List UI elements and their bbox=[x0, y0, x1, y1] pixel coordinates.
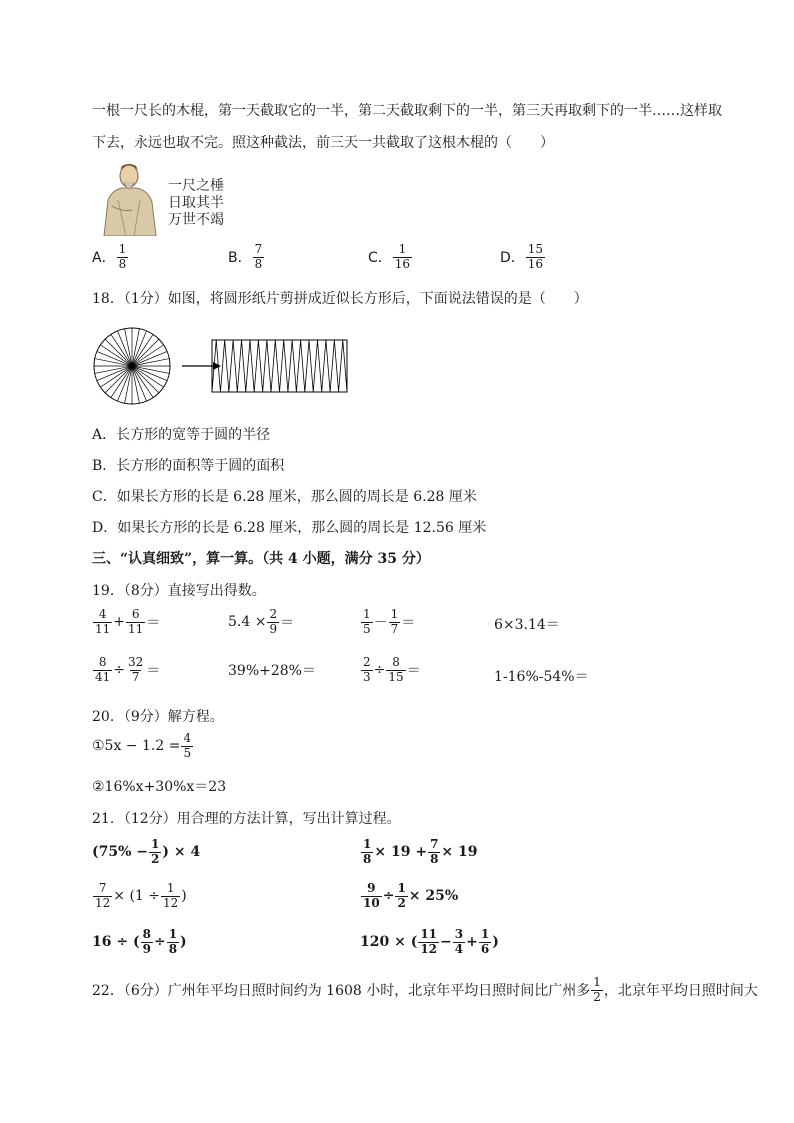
q19-item-4: 6×3.14＝ bbox=[494, 617, 560, 633]
q18-option-b[interactable]: B．长方形的面积等于圆的面积 bbox=[92, 458, 285, 474]
q17-option-c[interactable]: C． $\frac{1}{16}$ bbox=[368, 242, 411, 271]
zigzag-rectangle bbox=[212, 340, 347, 392]
sector-line bbox=[132, 339, 159, 366]
sector-line bbox=[105, 366, 132, 393]
sage-illustration-icon bbox=[96, 160, 162, 236]
fraction: $\frac{1}{16}$ bbox=[394, 242, 411, 271]
q21-stem: 21．（12分）用合理的方法计算，写出计算过程。 bbox=[92, 811, 401, 827]
q19-stem: 19．（8分）直接写出得数。 bbox=[92, 583, 266, 599]
q18-option-c[interactable]: C．如果长方形的长是 6.28 厘米，那么圆的周长是 6.28 厘米 bbox=[92, 489, 477, 505]
q21-expr-2: $\frac{1}{8}$ × 19 + $\frac{7}{8}$ × 19 bbox=[363, 837, 478, 866]
zigzag-lines bbox=[212, 340, 347, 392]
q19-item-2: 5.4 × $\frac{2}{9}$ ＝ bbox=[228, 607, 295, 636]
fraction: $\frac{7}{8}$ bbox=[254, 242, 263, 271]
q18-option-a[interactable]: A．长方形的宽等于圆的半径 bbox=[92, 427, 271, 443]
fraction: $\frac{15}{16}$ bbox=[527, 242, 544, 271]
q17-line2: 下去，永远也取不完。照这种截法，前三天一共截取了这根木棍的（ ） bbox=[92, 135, 554, 151]
q19-item-3: $\frac{1}{5}$ － $\frac{1}{7}$ ＝ bbox=[363, 607, 416, 636]
q17-option-a[interactable]: A． $\frac{1}{8}$ bbox=[92, 242, 127, 271]
q19-item-1: $\frac{4}{11}$ + $\frac{6}{11}$ ＝ bbox=[95, 607, 161, 636]
sector-circle bbox=[94, 328, 170, 404]
section-3-heading: 三、“认真细致”，算一算。（共 4 小题，满分 35 分） bbox=[92, 551, 430, 567]
q18-option-d[interactable]: D．如果长方形的长是 6.28 厘米，那么圆的周长是 12.56 厘米 bbox=[92, 520, 487, 536]
q20-stem: 20．（9分）解方程。 bbox=[92, 709, 224, 725]
q21-expr-3: $\frac{7}{12}$ × (1 ÷ $\frac{1}{12}$ ) bbox=[95, 881, 187, 910]
circle-to-rectangle-diagram bbox=[92, 324, 352, 408]
q19-item-8: 1-16%-54%＝ bbox=[494, 669, 589, 685]
q20-equation-1: ①5x − 1.2 = $\frac{4}{5}$ bbox=[92, 731, 192, 760]
q22-stem: 22．（6分）广州年平均日照时间约为 1608 小时，北京年平均日照时间比广州多 $\frac{1}{2}$ ，北京年平均日照时间大 bbox=[92, 975, 758, 1004]
q17-option-b[interactable]: B． $\frac{7}{8}$ bbox=[228, 242, 263, 271]
poem-line-3: 万世不竭 bbox=[168, 212, 224, 228]
q17-line1: 一根一尺长的木棍，第一天截取它的一半，第二天截取剩下的一半，第三天再取剩下的一半……这样取 bbox=[92, 103, 722, 119]
poem-line-2: 日取其半 bbox=[168, 195, 224, 211]
sector-line bbox=[132, 366, 159, 393]
q21-expr-5: 16 ÷ ( $\frac{8}{9}$ ÷ $\frac{1}{8}$ ) bbox=[92, 927, 187, 956]
q19-item-5: $\frac{8}{41}$ ÷ $\frac{32}{7}$ ＝ bbox=[95, 655, 161, 684]
q20-equation-2: ②16%x+30%x＝23 bbox=[92, 779, 227, 795]
q21-expr-1: (75% − $\frac{1}{2}$ ) × 4 bbox=[92, 837, 201, 866]
sector-line bbox=[105, 339, 132, 366]
q19-item-6: 39%+28%＝ bbox=[228, 663, 316, 679]
q21-expr-4: $\frac{9}{10}$ ÷ $\frac{1}{2}$ × 25% bbox=[363, 881, 459, 910]
q21-expr-6: 120 × ( $\frac{11}{12}$ − $\frac{3}{4}$ + $\frac{1}{6}$ ) bbox=[360, 927, 499, 956]
q17-option-d[interactable]: D． $\frac{15}{16}$ bbox=[500, 242, 544, 271]
q18-stem: 18．（1分）如图，将圆形纸片剪拼成近似长方形后，下面说法错误的是（ ） bbox=[92, 291, 588, 307]
fraction: $\frac{1}{8}$ bbox=[118, 242, 127, 271]
q19-item-7: $\frac{2}{3}$ ÷ $\frac{8}{15}$ ＝ bbox=[363, 655, 421, 684]
poem-line-1: 一尺之棰 bbox=[168, 178, 224, 194]
